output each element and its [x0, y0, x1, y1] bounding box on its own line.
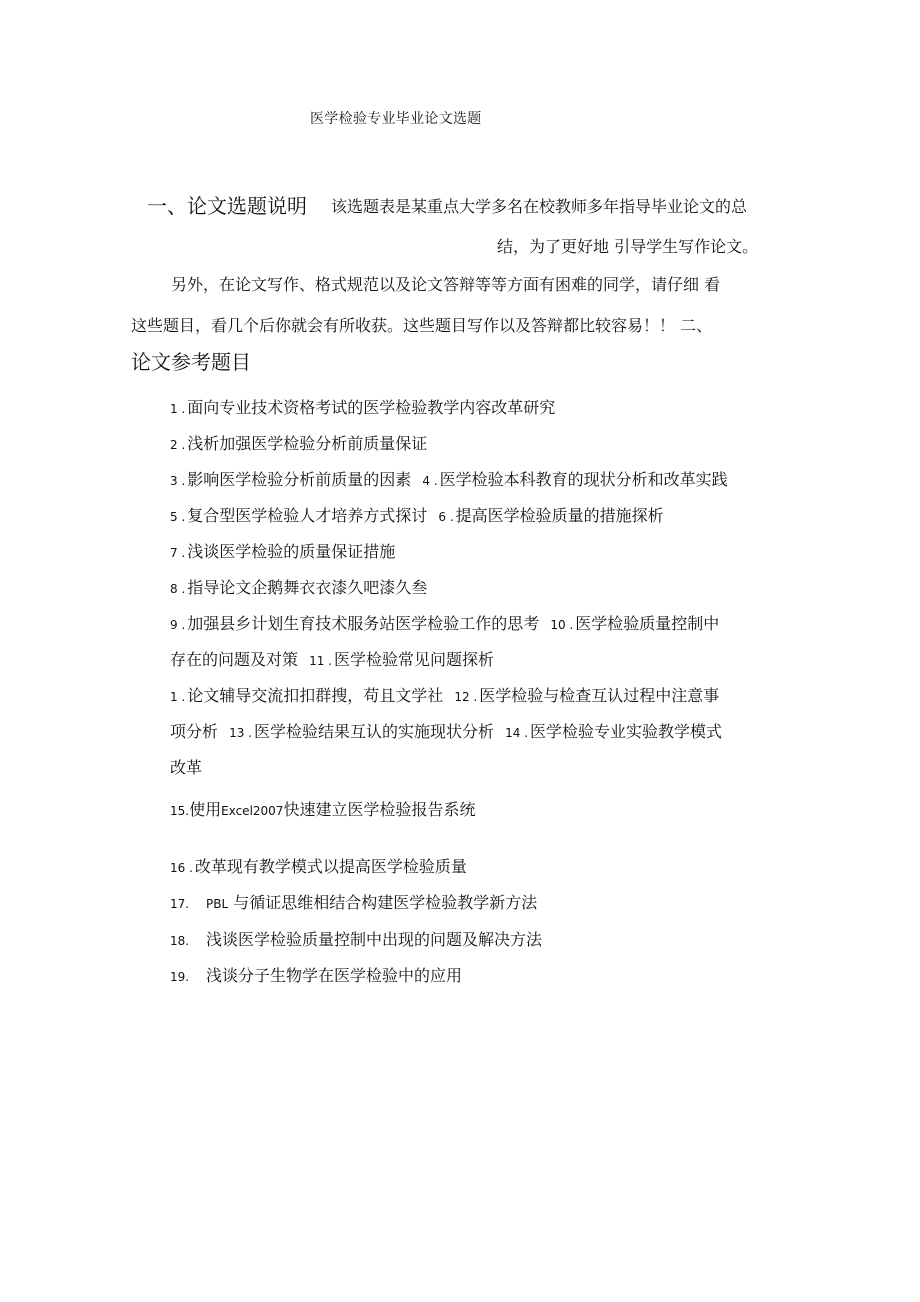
- topic-text: 医学检验质量控制中: [575, 614, 720, 633]
- topic-text: 提高医学检验质量的措施探析: [455, 506, 664, 525]
- topic-text: 医学检验与检查互认过程中注意事: [479, 686, 720, 705]
- topic-text: 浅谈医学检验的质量保证措施: [187, 542, 396, 561]
- topic-text: 改革现有教学模式以提高医学检验质量: [194, 857, 467, 876]
- topic-number: 8 .: [170, 582, 186, 596]
- topic-text: 项分析: [170, 722, 219, 741]
- topic-text: 影响医学检验分析前质量的因素: [187, 470, 412, 489]
- topic-number: 7 .: [170, 546, 186, 560]
- topic-text-latin: Excel2007: [221, 804, 284, 818]
- topic-line: [170, 755, 202, 778]
- topic-text: 面向专业技术资格考试的医学检验教学内容改革研究: [187, 398, 556, 417]
- topic-number: 18.: [170, 934, 190, 948]
- section2-heading: 论文参考题目: [131, 350, 251, 374]
- topic-number: 19.: [170, 970, 190, 984]
- topic-line: [170, 395, 555, 418]
- topic-number: 17.: [170, 897, 190, 911]
- paragraph-line1: 另外，在论文写作、格式规范以及论文答辩等等方面有困难的同学，请仔细 看: [171, 275, 721, 294]
- topic-line: [170, 683, 719, 706]
- topic-text: 使用: [189, 800, 222, 819]
- topic-number: 1 .: [170, 690, 186, 704]
- topic-number: 6 .: [438, 510, 454, 524]
- topic-text: 与循证思维相结合构建医学检验教学新方法: [228, 893, 538, 912]
- topic-line: [170, 539, 395, 562]
- topic-text: 医学检验本科教育的现状分析和改革实践: [439, 470, 728, 489]
- topic-line: [170, 503, 664, 526]
- topic-text: 加强县乡计划生育技术服务站医学检验工作的思考: [187, 614, 540, 633]
- topic-text: 论文辅导交流扣扣群搜，苟且文学社: [187, 686, 444, 705]
- topic-text: 医学检验结果互认的实施现状分析: [254, 722, 495, 741]
- topic-line: [170, 854, 467, 877]
- paragraph-line2: 这些题目，看几个后你就会有所收获。这些题目写作以及答辩都比较容易！！ 二、: [131, 316, 713, 335]
- topic-text: 改革: [170, 758, 203, 777]
- topic-text: 存在的问题及对策: [170, 650, 299, 669]
- topic-line: [170, 467, 728, 490]
- topic-number: 10 .: [550, 618, 574, 632]
- topic-number: 11 .: [309, 654, 333, 668]
- topic-text: 复合型医学检验人才培养方式探讨: [187, 506, 428, 525]
- topic-line: [170, 719, 722, 742]
- topic-line: [170, 431, 427, 454]
- topic-text: 医学检验常见问题探析: [334, 650, 495, 669]
- topic-number: 3 .: [170, 474, 186, 488]
- topic-line: [170, 575, 427, 598]
- topic-number: 2 .: [170, 438, 186, 452]
- topic-number: 4 .: [422, 474, 438, 488]
- topic-number: 15.: [170, 804, 190, 818]
- topic-text: 快速建立医学检验报告系统: [283, 800, 476, 819]
- topic-number: 12 .: [454, 690, 478, 704]
- topic-line: [170, 963, 462, 986]
- topic-text: 浅谈分子生物学在医学检验中的应用: [206, 966, 463, 985]
- topic-line: [170, 927, 542, 950]
- document-title: 医学检验专业毕业论文选题: [310, 111, 482, 127]
- topic-number: 14 .: [505, 726, 529, 740]
- section1-heading: 一、论文选题说明: [147, 194, 307, 218]
- topic-text-latin: PBL: [206, 897, 229, 911]
- topic-text: 浅析加强医学检验分析前质量保证: [187, 434, 428, 453]
- topic-number: 16 .: [170, 861, 193, 875]
- topic-number: 5 .: [170, 510, 186, 524]
- topic-number: 1 .: [170, 402, 186, 416]
- topic-number: 13 .: [229, 726, 253, 740]
- topic-line: [170, 611, 719, 634]
- section1-text-line2: 结，为了更好地 引导学生写作论文。: [497, 237, 759, 256]
- topic-line: [170, 890, 537, 913]
- topic-text: 浅谈医学检验质量控制中出现的问题及解决方法: [206, 930, 543, 949]
- topic-line: [170, 647, 494, 670]
- topic-text: 医学检验专业实验教学模式: [530, 722, 723, 741]
- topic-number: 9 .: [170, 618, 186, 632]
- topic-text: 指导论文企鹅舞衣衣漆久吧漆久叁: [187, 578, 428, 597]
- section1-text-line1: 该选题表是某重点大学多名在校教师多年指导毕业论文的总: [331, 197, 748, 216]
- topic-line: [170, 797, 475, 820]
